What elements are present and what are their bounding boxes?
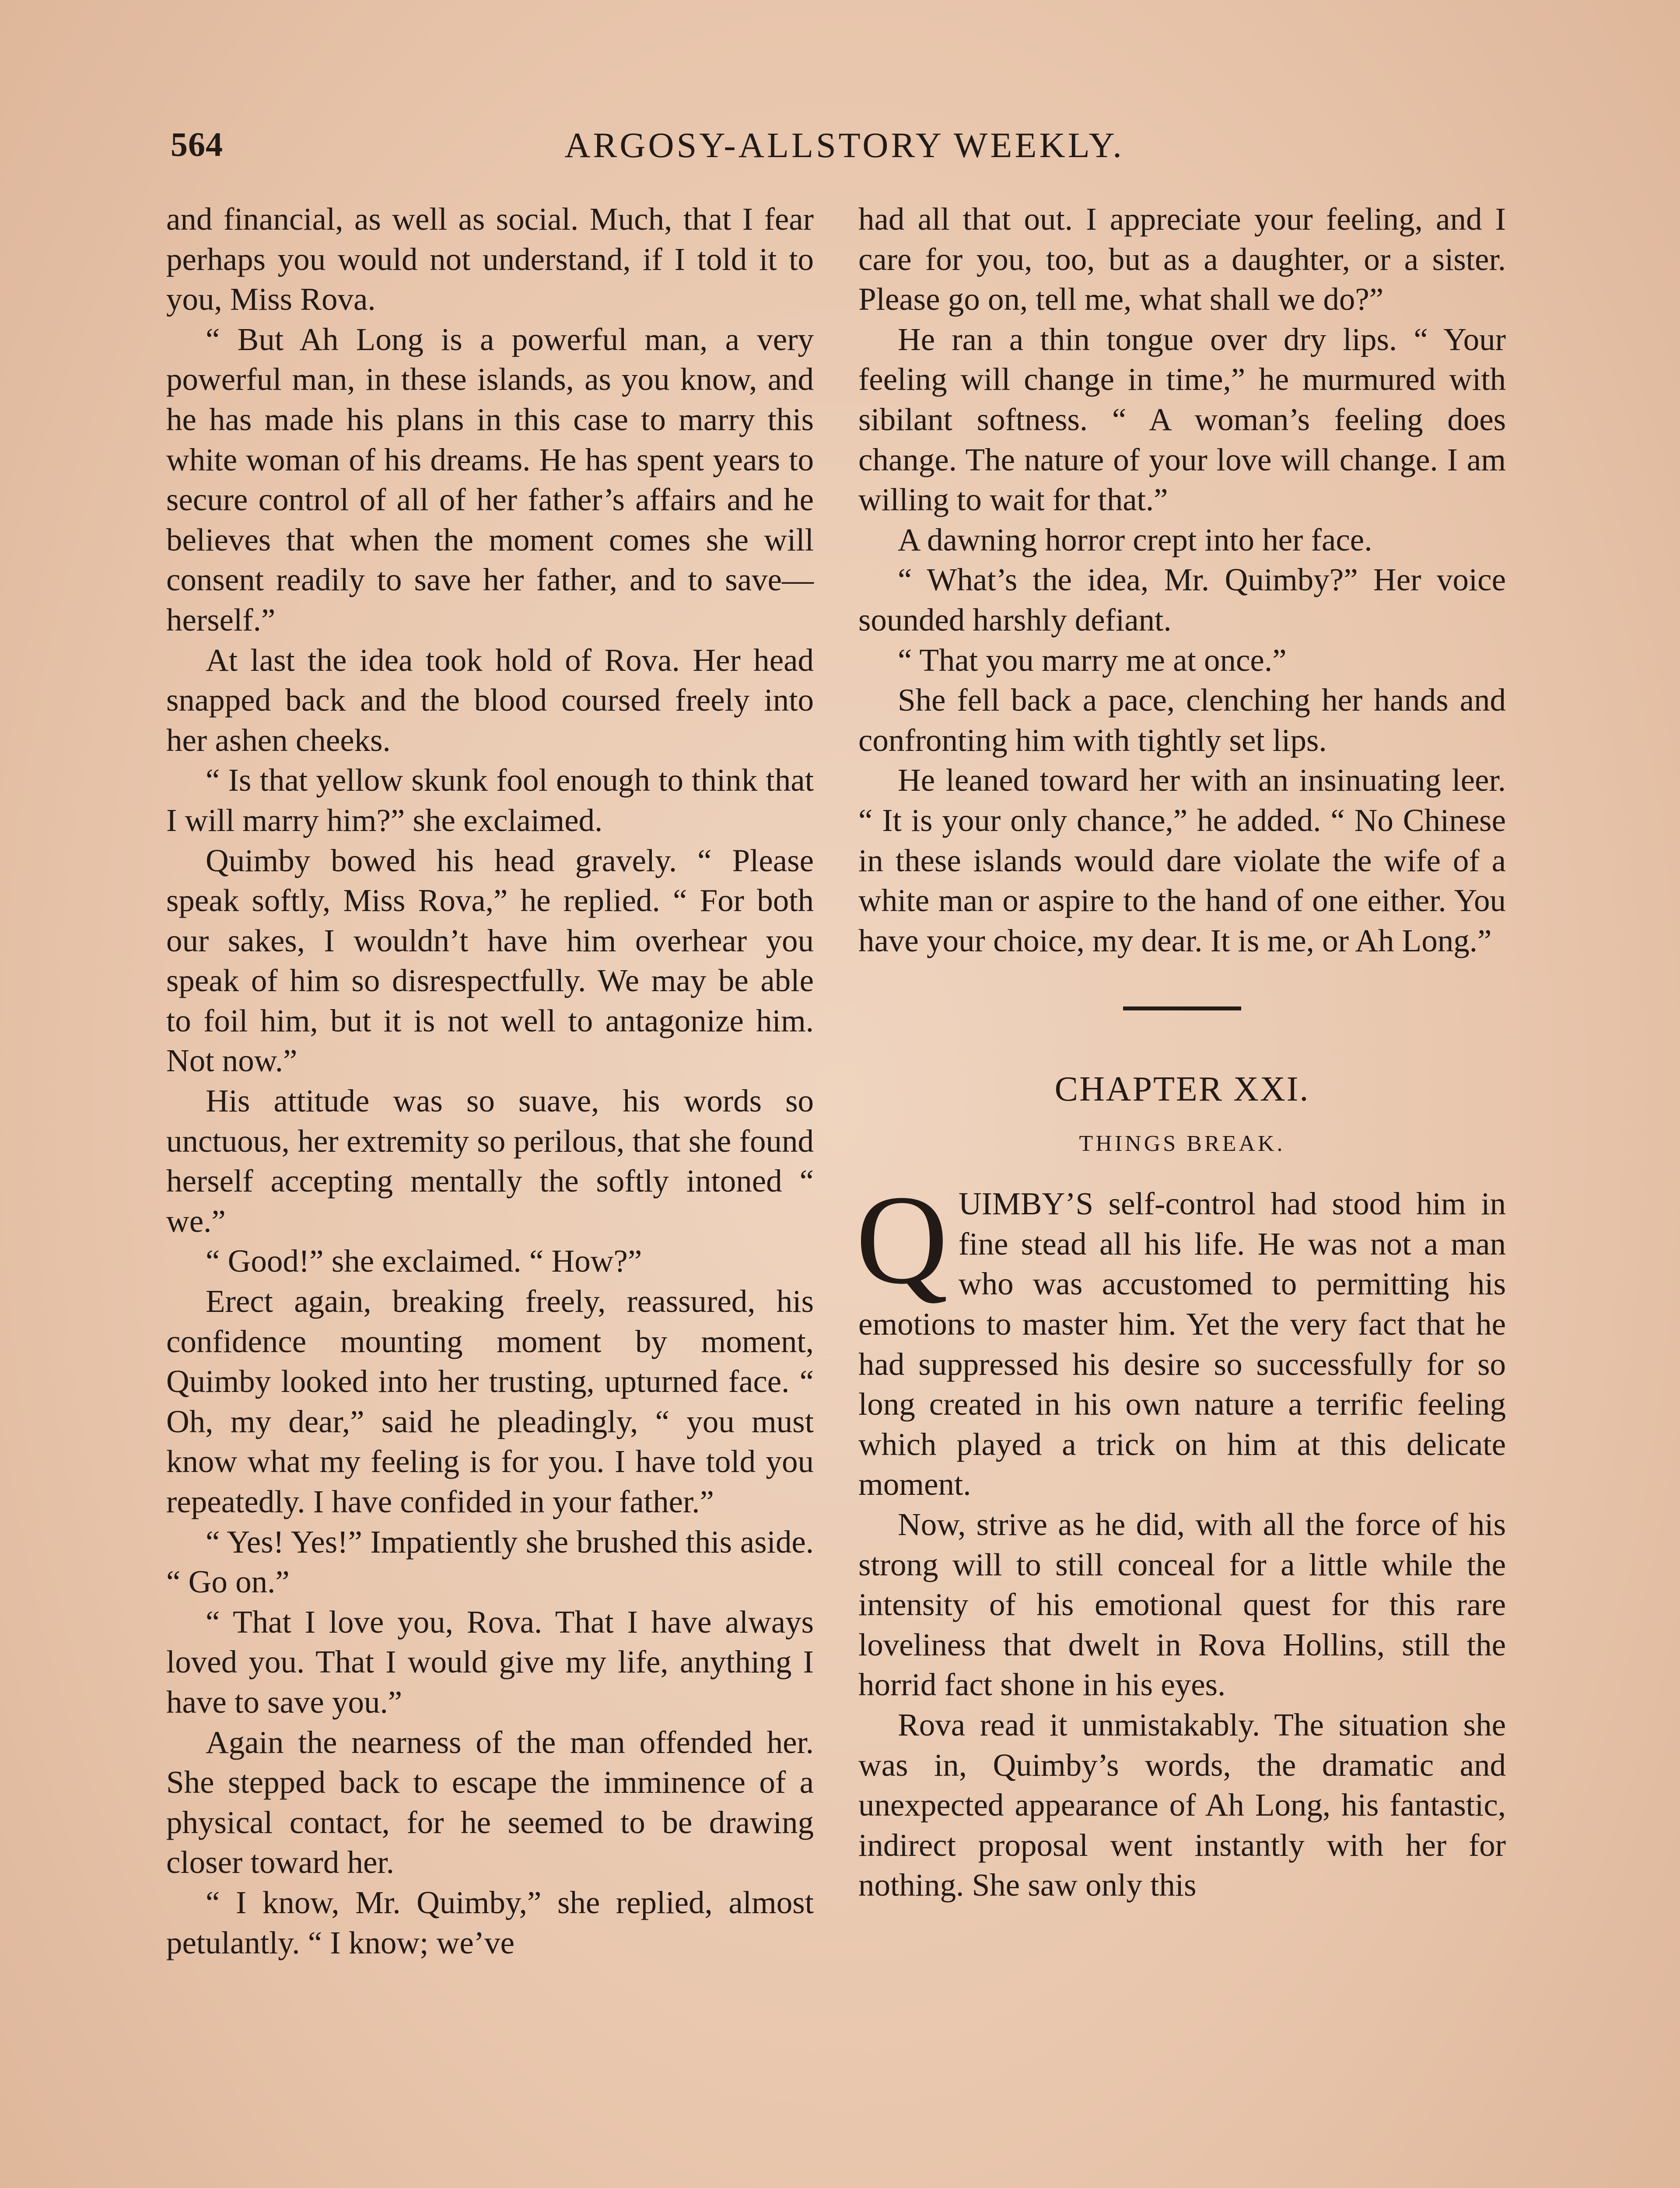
- drop-cap: Q: [856, 1169, 948, 1311]
- paragraph: He leaned toward her with an insinuating leer. “ It is your only chance,” he added. “ No Chinese in these islands would dare violate the wife of a white man or aspire to the hand of one either. You have your choice, my dear. It is me, or Ah Long.”: [858, 762, 1506, 958]
- paragraph: Again the nearness of the man offended her. She stepped back to escape the imminence of a physical contact, for he seemed to be drawing closer toward her.: [166, 1724, 814, 1880]
- paragraph: “ But Ah Long is a powerful man, a very powerful man, in these islands, as you know, and he has made his plans in this case to marry this white woman of his dreams. He has spent years to secure control of all of her father’s affairs and he believes that when the moment comes she will consent readily to save her father, and to save—herself.”: [166, 321, 814, 638]
- paragraph: “ What’s the idea, Mr. Quimby?” Her voice sounded harshly defiant.: [858, 562, 1506, 638]
- paragraph: Rova read it unmistakably. The situation she was in, Quimby’s words, the dramatic and unexpected appearance of Ah Long, his fantastic, indirect proposal went instantly with her for nothing. She saw only this: [858, 1707, 1506, 1903]
- page-header: [171, 125, 1518, 186]
- paragraph: “ I know, Mr. Quimby,” she replied, almost petulantly. “ I know; we’ve: [166, 1884, 814, 1960]
- paragraph: She fell back a pace, clenching her hands and confronting him with tightly set lips.: [858, 682, 1506, 758]
- running-title: ARGOSY-ALLSTORY WEEKLY.: [564, 125, 1124, 165]
- paragraph: Quimby bowed his head gravely. “ Please speak softly, Miss Rova,” he replied. “ For both our sakes, I wouldn’t have him overhear you speak of him so disrespectfully. We may be able to foil him, but it is not well to antagonize him. Not now.”: [166, 842, 814, 1079]
- right-column: [858, 199, 1506, 1905]
- first-paragraph-text: UIMBY’S self-control had stood him in fine stead all his life. He was not a man who was accustomed to permitting his emotions to master him. Yet the very fact that he had suppressed his desire so successfully for so long created in his own nature a terrific feeling which played a trick on him at this delicate moment.: [858, 1186, 1506, 1502]
- paragraph: His attitude was so suave, his words so unctuous, her extremity so perilous, that she found herself accepting mentally the softly intoned “ we.”: [166, 1083, 814, 1239]
- paragraph: A dawning horror crept into her face.: [898, 522, 1372, 558]
- paragraph: At last the idea took hold of Rova. Her head snapped back and the blood coursed freely into her ashen cheeks.: [166, 642, 814, 758]
- paragraph: “ Good!” she exclaimed. “ How?”: [206, 1243, 642, 1279]
- paragraph: “ Is that yellow skunk fool enough to think that I will marry him?” she exclaimed.: [166, 762, 814, 838]
- left-column: [166, 199, 814, 1963]
- paragraph: and financial, as well as social. Much, that I fear perhaps you would not understand, if I told it to you, Miss Rova.: [166, 201, 814, 317]
- paragraph: “ Yes! Yes!” Impatiently she brushed this aside. “ Go on.”: [166, 1524, 814, 1600]
- paragraph: He ran a thin tongue over dry lips. “ Your feeling will change in time,” he murmured with sibilant softness. “ A woman’s feeling does change. The nature of your love will change. I am willing to wait for that.”: [858, 321, 1506, 518]
- chapter-first-paragraph: [856, 1169, 1506, 1504]
- chapter-subtitle: THINGS BREAK.: [1079, 1131, 1285, 1157]
- paragraph: Now, strive as he did, with all the force of his strong will to still conceal for a little while the intensity of his emotional quest for this rare loveliness that dwelt in Rova Hollins, still the horrid fact shone in his eyes.: [858, 1507, 1506, 1703]
- section-divider: [1123, 1006, 1241, 1010]
- chapter-title: CHAPTER XXI.: [1054, 1070, 1310, 1109]
- paragraph: “ That I love you, Rova. That I have always loved you. That I would give my life, anything I have to save you.”: [166, 1604, 814, 1720]
- paragraph: “ That you marry me at once.”: [898, 642, 1287, 678]
- paragraph: Erect again, breaking freely, reassured, his confidence mounting moment by moment, Quimby looked into her trusting, upturned face. “ Oh, my dear,” said he pleadingly, “ you must know what my feeling is for you. I have told you repeatedly. I have confided in your father.”: [166, 1283, 814, 1519]
- paragraph: had all that out. I appreciate your feeling, and I care for you, too, but as a daughter, or a sister. Please go on, tell me, what shall we do?”: [858, 201, 1506, 317]
- page-number: 564: [171, 125, 223, 163]
